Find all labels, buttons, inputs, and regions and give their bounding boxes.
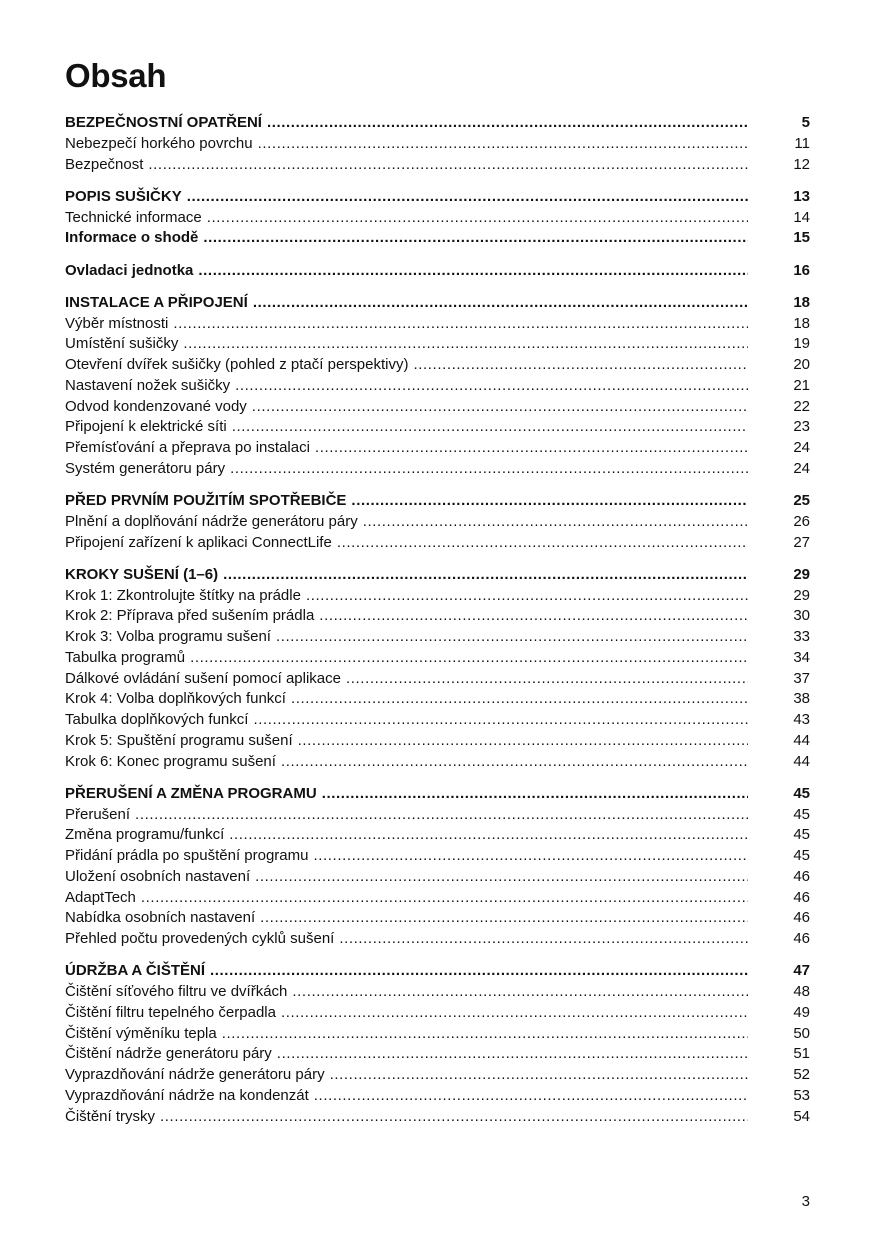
toc-entry-page: 45 [793, 784, 810, 802]
toc-section [65, 293, 810, 480]
toc-entry-label: Vyprazdňování nádrže na kondenzát [65, 1086, 309, 1104]
toc-entry[interactable] [65, 397, 810, 418]
toc-entry-page: 44 [793, 752, 810, 770]
toc-heading-entry[interactable] [65, 961, 810, 982]
toc-entry[interactable] [65, 1044, 810, 1065]
toc-entry-page: 37 [793, 669, 810, 687]
toc-section [65, 113, 810, 175]
dot-leader [232, 417, 748, 438]
dot-leader [306, 586, 748, 607]
toc-entry-page: 24 [793, 439, 810, 456]
toc-entry-label: Nebezpečí horkého povrchu [65, 134, 253, 152]
toc-entry-page: 18 [793, 293, 810, 311]
dot-leader [339, 929, 748, 950]
toc-entry[interactable] [65, 710, 810, 731]
toc-entry[interactable] [65, 669, 810, 690]
toc-entry-label: Plnění a doplňování nádrže generátoru páry [65, 512, 358, 530]
toc-entry-label: Otevření dvířek sušičky (pohled z ptačí perspektivy) [65, 356, 409, 373]
toc-entry-label: Přerušení [65, 805, 131, 823]
toc-entry[interactable] [65, 1086, 810, 1107]
toc-entry[interactable] [65, 533, 810, 554]
toc-entry-label: POPIS SUŠIČKY [65, 187, 182, 205]
toc-entry-page: 43 [793, 711, 810, 728]
toc-entry-page: 20 [793, 356, 810, 373]
dot-leader [203, 228, 748, 249]
dot-leader [346, 669, 748, 690]
toc-entry-label: Čištění nádrže generátoru páry [65, 1045, 272, 1063]
toc-entry-page: 46 [793, 867, 810, 885]
dot-leader [210, 961, 748, 982]
toc-entry-page: 29 [793, 565, 810, 583]
dot-leader [190, 648, 748, 669]
dot-leader [222, 1024, 748, 1045]
toc-entry-label: Krok 3: Volba programu sušení [65, 628, 271, 645]
toc-entry-label: Bezpečnost [65, 155, 144, 173]
toc-entry[interactable] [65, 888, 810, 909]
toc-section [65, 961, 810, 1127]
dot-leader [322, 784, 748, 805]
dot-leader [141, 888, 748, 909]
toc-entry[interactable] [65, 908, 810, 929]
dot-leader [173, 314, 748, 335]
toc-entry-label: Tabulka programů [65, 648, 186, 666]
dot-leader [229, 825, 748, 846]
toc-entry-page: 19 [793, 335, 810, 353]
toc-entry-page: 11 [794, 134, 810, 152]
dot-leader [413, 355, 748, 376]
dot-leader [314, 1086, 748, 1107]
toc-heading-entry[interactable] [65, 565, 810, 586]
dot-leader [252, 397, 748, 418]
dot-leader [337, 533, 748, 554]
toc-entry-page: 45 [793, 826, 810, 844]
toc-heading-entry[interactable] [65, 187, 810, 208]
toc-entry[interactable] [65, 417, 810, 438]
toc-heading-entry[interactable] [65, 228, 810, 249]
toc-entry-page: 26 [793, 512, 810, 530]
toc-entry-label: INSTALACE A PŘIPOJENÍ [65, 293, 248, 311]
dot-leader [207, 208, 748, 229]
toc-entry-page: 46 [793, 888, 810, 906]
toc-entry[interactable] [65, 1107, 810, 1128]
page-number: 3 [801, 1193, 810, 1210]
dot-leader [313, 846, 748, 867]
toc-entry-page: 48 [793, 983, 810, 1000]
toc-entry-page: 52 [793, 1066, 810, 1083]
table-of-contents [65, 113, 810, 1127]
toc-entry[interactable] [65, 929, 810, 950]
dot-leader [276, 627, 748, 648]
toc-entry-label: BEZPEČNOSTNÍ OPATŘENÍ [65, 114, 262, 131]
dot-leader [253, 293, 748, 314]
dot-leader [135, 805, 748, 826]
toc-entry-page: 29 [793, 586, 810, 604]
toc-entry-page: 22 [793, 397, 810, 415]
toc-entry[interactable] [65, 752, 810, 773]
dot-leader [198, 261, 748, 282]
toc-entry-label: PŘED PRVNÍM POUŽITÍM SPOTŘEBIČE [65, 492, 347, 509]
dot-leader [148, 155, 748, 176]
toc-entry-page: 16 [793, 261, 810, 279]
toc-entry-page: 45 [793, 847, 810, 864]
toc-entry-page: 46 [793, 909, 810, 927]
toc-entry[interactable] [65, 334, 810, 355]
toc-entry-label: Změna programu/funkcí [65, 826, 225, 844]
toc-entry[interactable] [65, 208, 810, 229]
toc-entry-label: Krok 1: Zkontrolujte štítky na prádle [65, 586, 301, 604]
toc-entry-page: 5 [801, 114, 810, 131]
toc-entry-page: 46 [793, 930, 810, 947]
toc-entry-label: Čištění filtru tepelného čerpadla [65, 1003, 276, 1021]
toc-entry-label: Odvod kondenzované vody [65, 397, 247, 415]
toc-entry[interactable] [65, 648, 810, 669]
toc-entry-page: 21 [793, 376, 810, 394]
toc-entry-label: Uložení osobních nastavení [65, 867, 251, 885]
toc-entry[interactable] [65, 846, 810, 867]
toc-entry-label: Technické informace [65, 208, 202, 226]
toc-entry-label: ÚDRŽBA A ČIŠTĚNÍ [65, 962, 205, 980]
toc-entry-label: Nabídka osobních nastavení [65, 909, 256, 927]
toc-heading-entry[interactable] [65, 491, 810, 512]
toc-entry-label: Přehled počtu provedených cyklů sušení [65, 930, 335, 947]
toc-entry-page: 47 [793, 962, 810, 980]
toc-entry-page: 15 [793, 229, 810, 247]
toc-entry[interactable] [65, 1003, 810, 1024]
dot-leader [260, 908, 748, 929]
toc-entry-label: Výběr místnosti [65, 314, 169, 332]
toc-entry[interactable] [65, 731, 810, 752]
toc-entry-label: Čištění trysky [65, 1107, 156, 1125]
toc-entry-label: Dálkové ovládání sušení pomocí aplikace [65, 669, 341, 687]
dot-leader [292, 982, 748, 1003]
toc-entry[interactable] [65, 438, 810, 459]
toc-entry[interactable] [65, 867, 810, 888]
toc-section [65, 491, 810, 553]
toc-entry[interactable] [65, 134, 810, 155]
toc-entry-page: 14 [793, 208, 810, 226]
toc-section [65, 565, 810, 773]
toc-entry[interactable] [65, 805, 810, 826]
toc-entry-label: AdaptTech [65, 888, 136, 906]
dot-leader [187, 187, 748, 208]
page-title: Obsah [65, 57, 167, 94]
toc-heading-entry[interactable] [65, 784, 810, 805]
toc-entry-label: Informace o shodě [65, 229, 199, 247]
toc-heading-entry[interactable] [65, 113, 810, 134]
toc-entry-label: Přemísťování a přeprava po instalaci [65, 439, 310, 456]
toc-entry-page: 51 [793, 1045, 810, 1063]
toc-entry[interactable] [65, 825, 810, 846]
toc-entry[interactable] [65, 459, 810, 480]
toc-entry-label: Čištění výměníku tepla [65, 1024, 217, 1042]
dot-leader [363, 512, 748, 533]
toc-entry-label: Krok 2: Příprava před sušením prádla [65, 607, 315, 625]
dot-leader [315, 438, 748, 459]
dot-leader [281, 752, 748, 773]
toc-heading-entry[interactable] [65, 261, 810, 282]
toc-entry-label: Krok 4: Volba doplňkových funkcí [65, 690, 286, 708]
toc-entry-label: Připojení zařízení k aplikaci ConnectLife [65, 533, 332, 551]
dot-leader [255, 867, 748, 888]
dot-leader [230, 459, 748, 480]
dot-leader [183, 334, 748, 355]
dot-leader [319, 606, 748, 627]
toc-entry-page: 38 [793, 690, 810, 708]
toc-section [65, 261, 810, 282]
toc-entry-page: 49 [793, 1003, 810, 1021]
toc-entry-label: Tabulka doplňkových funkcí [65, 711, 249, 728]
dot-leader [351, 491, 748, 512]
toc-entry-label: Přidání prádla po spuštění programu [65, 847, 309, 864]
toc-entry[interactable] [65, 627, 810, 648]
toc-entry-page: 27 [793, 533, 810, 551]
toc-entry-label: Nastavení nožek sušičky [65, 376, 231, 394]
toc-entry-page: 45 [793, 805, 810, 823]
toc-entry-page: 54 [793, 1107, 810, 1125]
toc-entry-page: 12 [793, 155, 810, 173]
toc-entry-label: Systém generátoru páry [65, 459, 226, 477]
toc-entry[interactable] [65, 155, 810, 176]
toc-entry[interactable] [65, 376, 810, 397]
toc-entry[interactable] [65, 1024, 810, 1045]
toc-entry-label: Vyprazdňování nádrže generátoru páry [65, 1066, 325, 1083]
toc-entry[interactable] [65, 355, 810, 376]
toc-section [65, 187, 810, 249]
toc-heading-entry[interactable] [65, 293, 810, 314]
toc-entry[interactable] [65, 606, 810, 627]
dot-leader [267, 113, 748, 134]
toc-entry-page: 13 [793, 187, 810, 205]
dot-leader [258, 134, 748, 155]
toc-entry-label: Krok 5: Spuštění programu sušení [65, 731, 293, 749]
toc-entry-label: Připojení k elektrické síti [65, 418, 227, 436]
dot-leader [235, 376, 748, 397]
toc-entry-label: Umístění sušičky [65, 335, 179, 353]
toc-entry-page: 30 [793, 607, 810, 625]
toc-entry-label: Krok 6: Konec programu sušení [65, 752, 276, 770]
toc-entry-page: 33 [793, 628, 810, 645]
dot-leader [277, 1044, 748, 1065]
toc-entry-label: Ovladaci jednotka [65, 261, 194, 279]
toc-entry-page: 25 [793, 492, 810, 509]
toc-entry-label: KROKY SUŠENÍ (1–6) [65, 565, 219, 583]
toc-entry-label: Čištění síťového filtru ve dvířkách [65, 983, 288, 1000]
page [65, 56, 810, 1139]
toc-entry[interactable] [65, 982, 810, 1003]
dot-leader [253, 710, 748, 731]
toc-entry-page: 53 [793, 1086, 810, 1104]
dot-leader [291, 689, 748, 710]
toc-entry[interactable] [65, 689, 810, 710]
dot-leader [281, 1003, 748, 1024]
dot-leader [298, 731, 748, 752]
toc-entry[interactable] [65, 314, 810, 335]
toc-entry[interactable] [65, 586, 810, 607]
dot-leader [330, 1065, 748, 1086]
toc-entry-page: 24 [793, 459, 810, 477]
toc-entry-page: 18 [793, 314, 810, 332]
toc-entry[interactable] [65, 512, 810, 533]
toc-entry-page: 23 [793, 418, 810, 436]
toc-entry-page: 34 [793, 648, 810, 666]
toc-entry-page: 44 [793, 731, 810, 749]
toc-section [65, 784, 810, 950]
dot-leader [160, 1107, 748, 1128]
toc-entry[interactable] [65, 1065, 810, 1086]
toc-entry-page: 50 [793, 1024, 810, 1042]
dot-leader [223, 565, 748, 586]
toc-entry-label: PŘERUŠENÍ A ZMĚNA PROGRAMU [65, 784, 317, 802]
